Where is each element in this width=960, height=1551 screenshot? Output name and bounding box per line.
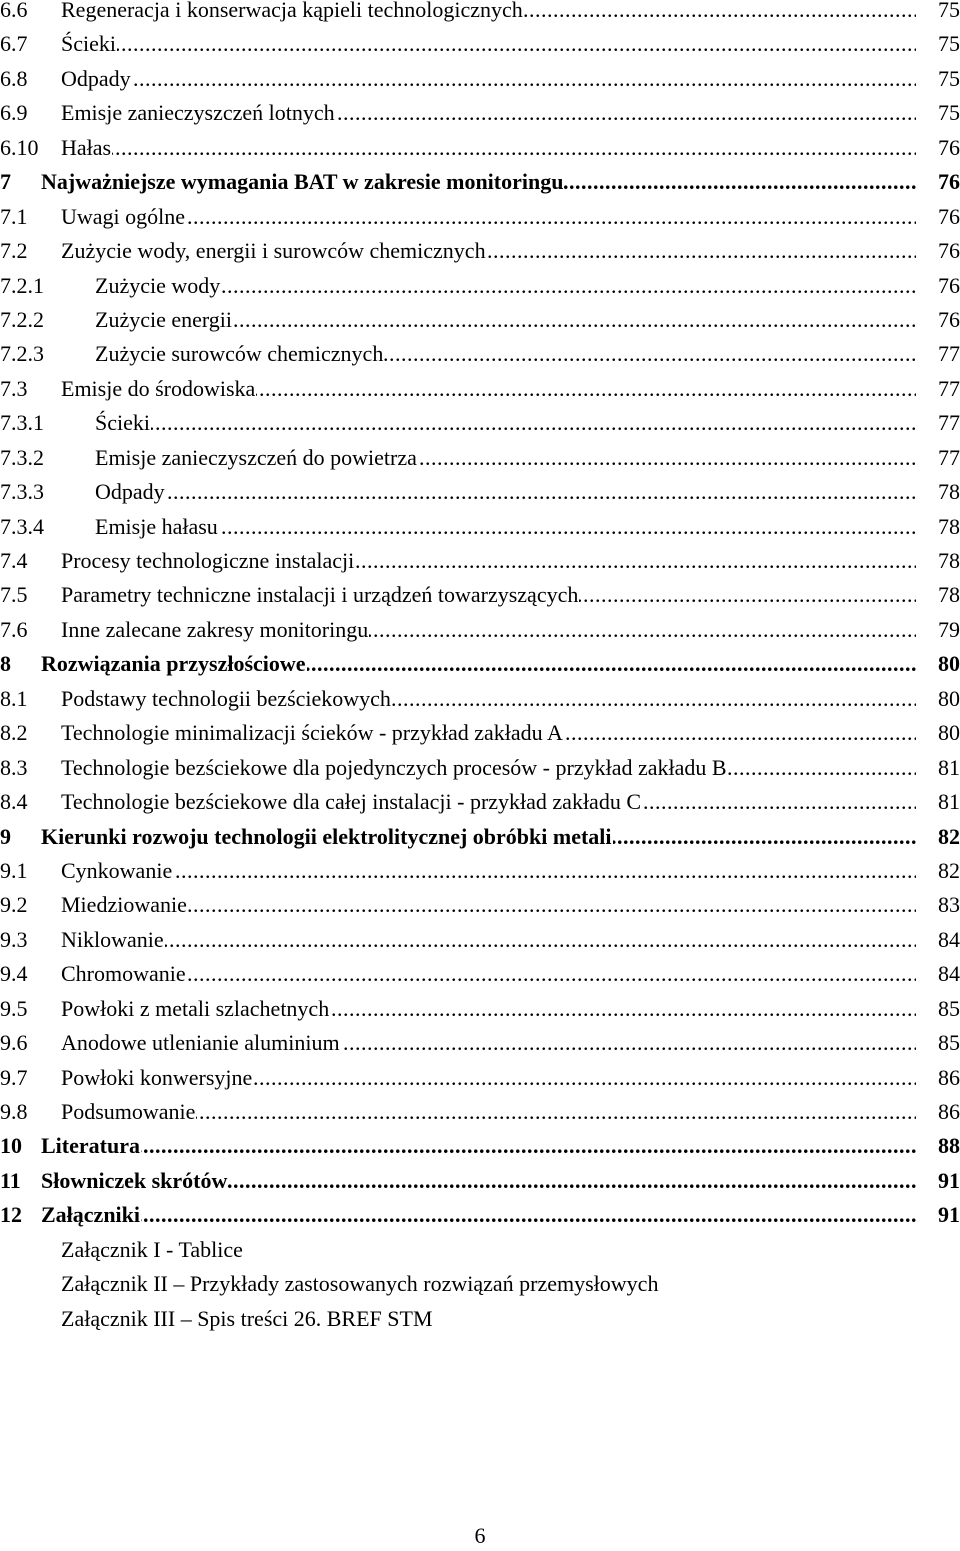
toc-entry-leader: [41, 820, 916, 854]
toc-entry-number: 9.5: [0, 995, 28, 1021]
toc-entry-title: Chromowanie: [61, 961, 186, 987]
toc-entry-page: 91: [938, 1202, 960, 1228]
toc-entry-page: 88: [938, 1133, 960, 1159]
toc-entry-number: 9.8: [0, 1099, 28, 1124]
toc-entry-leader: [41, 647, 916, 681]
toc-entry-title: Załączniki: [41, 1202, 141, 1228]
toc-entry-number: 7.3: [0, 375, 28, 401]
toc-entry-page: 77: [938, 444, 960, 470]
toc-entry-title: Odpady: [61, 65, 131, 91]
toc-entry-number: 7.3.2: [0, 444, 44, 470]
toc-entry-number: 10: [0, 1133, 22, 1159]
toc-section[interactable]: [0, 27, 960, 61]
toc-entry-title: Podstawy technologii bezściekowych: [61, 685, 391, 711]
toc-appendix[interactable]: [0, 1302, 960, 1336]
toc-entry-title: Podsumowanie: [61, 1099, 196, 1124]
toc-entry-leader: [61, 1061, 916, 1095]
toc-section[interactable]: [0, 785, 960, 819]
toc-entry-leader: [61, 716, 916, 750]
toc-entry-number: 7.4: [0, 548, 28, 573]
toc-subsection[interactable]: [0, 441, 960, 475]
toc-entry-number: 7.5: [0, 582, 28, 608]
toc-entry-page: 80: [938, 685, 960, 711]
toc-entry-leader: [41, 1198, 916, 1232]
toc-entry-leader: [95, 510, 916, 544]
toc-entry-page: 81: [938, 789, 960, 815]
toc-entry-page: 84: [938, 926, 960, 952]
toc-entry-title: Emisje hałasu: [95, 513, 218, 539]
toc-entry-page: 86: [938, 1064, 960, 1090]
toc-entry-page: 77: [938, 341, 960, 367]
toc-entry-leader: [95, 269, 916, 303]
toc-entry-leader: [61, 923, 916, 957]
toc-entry-title: Zużycie wody: [95, 272, 221, 298]
toc-entry-page: 76: [938, 306, 960, 332]
toc-entry-leader: [61, 372, 916, 406]
toc-entry-leader: [95, 337, 916, 371]
toc-entry-number: 7.3.1: [0, 410, 44, 436]
toc-section[interactable]: [0, 96, 960, 130]
toc-section[interactable]: [0, 62, 960, 96]
toc-entry-title: Technologie bezściekowe dla całej instalacji - przykład zakładu C: [61, 789, 641, 815]
toc-entry-leader: [61, 1095, 916, 1129]
toc-entry-page: 75: [938, 31, 960, 57]
toc-entry-page: 75: [938, 0, 960, 22]
toc-section[interactable]: [0, 751, 960, 785]
toc-appendix-title: Załącznik I - Tablice: [61, 1236, 243, 1262]
toc-entry-number: 7.3.4: [0, 513, 44, 539]
toc-entry-leader: [61, 96, 916, 130]
toc-section[interactable]: [0, 200, 960, 234]
toc-entry-number: 8.2: [0, 720, 28, 746]
toc-entry-title: Emisje zanieczyszczeń lotnych: [61, 100, 335, 126]
toc-entry-number: 6.6: [0, 0, 28, 22]
toc-entry-leader: [95, 475, 916, 509]
toc-section[interactable]: [0, 854, 960, 888]
toc-section[interactable]: [0, 1061, 960, 1095]
toc-entry-page: 75: [938, 65, 960, 91]
toc-appendix-title: Załącznik II – Przykłady zastosowanych rozwiązań przemysłowych: [61, 1271, 659, 1297]
toc-entry-leader: [61, 27, 916, 61]
toc-entry-title: Literatura: [41, 1133, 140, 1159]
toc-entry-number: 9.3: [0, 926, 28, 952]
toc-entry-page: 79: [938, 616, 960, 642]
toc-entry-title: Powłoki konwersyjne: [61, 1064, 253, 1090]
toc-entry-leader: [61, 234, 916, 268]
toc-entry-number: 9.4: [0, 961, 28, 987]
toc-appendix-title: Załącznik III – Spis treści 26. BREF STM: [61, 1305, 433, 1331]
toc-entry-title: Zużycie wody, energii i surowców chemicznych: [61, 238, 486, 264]
toc-entry-number: 7.2: [0, 238, 28, 264]
page-number: 6: [474, 1523, 486, 1548]
toc-entry-number: 7.6: [0, 616, 28, 642]
toc-entry-title: Miedziowanie: [61, 892, 187, 918]
toc-entry-number: 7.1: [0, 203, 28, 229]
toc-entry-number: 9.7: [0, 1064, 28, 1090]
toc-entry-number: 6.8: [0, 65, 28, 91]
toc-appendix[interactable]: [0, 1267, 960, 1301]
toc-section[interactable]: [0, 1095, 960, 1129]
toc-entry-page: 76: [938, 238, 960, 264]
toc-entry-leader: [95, 406, 916, 440]
toc-entry-page: 76: [938, 134, 960, 160]
toc-entry-title: Słowniczek skrótów: [41, 1167, 228, 1193]
toc-entry-number: 9: [0, 823, 11, 849]
toc-entry-page: 77: [938, 375, 960, 401]
toc-entry-leader: [61, 0, 916, 27]
toc-entry-page: 75: [938, 100, 960, 126]
toc-section[interactable]: [0, 992, 960, 1026]
toc-entry-page: 91: [938, 1167, 960, 1193]
toc-entry-leader: [61, 992, 916, 1026]
toc-subsection[interactable]: [0, 269, 960, 303]
toc-entry-title: Cynkowanie: [61, 857, 173, 883]
toc-entry-title: Emisje do środowiska: [61, 375, 256, 401]
toc-subsection[interactable]: [0, 406, 960, 440]
toc-entry-title: Zużycie energii: [95, 306, 233, 332]
toc-entry-leader: [61, 1026, 916, 1060]
toc-entry-leader: [61, 957, 916, 991]
toc-entry-leader: [61, 200, 916, 234]
toc-entry-title: Inne zalecane zakresy monitoringu: [61, 616, 369, 642]
toc-entry-title: Ścieki: [61, 31, 116, 57]
toc-entry-number: 6.7: [0, 31, 28, 57]
toc-entry-number: 11: [0, 1167, 21, 1193]
toc-entry-leader: [41, 1129, 916, 1163]
toc-entry-leader: [61, 854, 916, 888]
toc-entry-page: 80: [938, 720, 960, 746]
toc-entry-leader: [61, 751, 916, 785]
toc-entry-page: 76: [938, 203, 960, 229]
toc-section[interactable]: [0, 682, 960, 716]
toc-entry-leader: [95, 303, 916, 337]
toc-entry-page: 77: [938, 410, 960, 436]
toc-entry-title: Technologie bezściekowe dla pojedynczych procesów - przykład zakładu B: [61, 754, 727, 780]
toc-entry-number: 8.1: [0, 685, 28, 711]
toc-entry-title: Ścieki: [95, 410, 150, 436]
toc-entry-number: 7: [0, 169, 11, 195]
toc-entry-number: 8.3: [0, 754, 28, 780]
toc-entry-leader: [95, 441, 916, 475]
toc-entry-leader: [61, 578, 916, 612]
toc-section[interactable]: [0, 1026, 960, 1060]
toc-entry-leader: [61, 682, 916, 716]
toc-section[interactable]: [0, 131, 960, 165]
toc-entry-title: Niklowanie: [61, 926, 164, 952]
toc-section[interactable]: [0, 578, 960, 612]
toc-entry-number: 9.1: [0, 857, 28, 883]
toc-entry-page: 81: [938, 754, 960, 780]
toc-entry-page: 80: [938, 651, 960, 677]
toc-entry-title: Rozwiązania przyszłościowe: [41, 651, 306, 677]
toc-entry-leader: [41, 165, 916, 199]
toc-entry-leader: [61, 785, 916, 819]
toc-entry-number: 7.2.3: [0, 341, 44, 367]
toc-entry-title: Procesy technologiczne instalacji: [61, 548, 355, 573]
toc-entry-page: 78: [938, 582, 960, 608]
toc-section[interactable]: [0, 888, 960, 922]
toc-subsection[interactable]: [0, 303, 960, 337]
toc-chapter[interactable]: [0, 820, 960, 854]
toc-entry-page: 86: [938, 1099, 960, 1124]
toc-section[interactable]: [0, 957, 960, 991]
toc-entry-title: Emisje zanieczyszczeń do powietrza: [95, 444, 417, 470]
toc-entry-title: Najważniejsze wymagania BAT w zakresie monitoringu: [41, 169, 564, 195]
toc-entry-title: Parametry techniczne instalacji i urządzeń towarzyszących: [61, 582, 579, 608]
toc-entry-number: 7.2.2: [0, 306, 44, 332]
toc-entry-page: 83: [938, 892, 960, 918]
toc-entry-number: 7.3.3: [0, 479, 44, 505]
toc-entry-page: 84: [938, 961, 960, 987]
toc-entry-title: Zużycie surowców chemicznych: [95, 341, 384, 367]
toc-chapter[interactable]: [0, 1198, 960, 1232]
toc-entry-leader: [61, 544, 916, 578]
toc-entry-title: Odpady: [95, 479, 165, 505]
toc-entry-leader: [61, 613, 916, 647]
toc-entry-number: 8.4: [0, 789, 28, 815]
toc-entry-title: Anodowe utlenianie aluminium: [61, 1030, 340, 1056]
toc-chapter[interactable]: [0, 165, 960, 199]
toc-appendix[interactable]: [0, 1233, 960, 1267]
toc-entry-title: Hałas: [61, 134, 112, 160]
toc-entry-title: Uwagi ogólne: [61, 203, 186, 229]
toc-entry-number: 8: [0, 651, 11, 677]
toc-chapter[interactable]: [0, 647, 960, 681]
toc-section[interactable]: [0, 544, 960, 578]
toc-entry-title: Technologie minimalizacji ścieków - przykład zakładu A: [61, 720, 563, 746]
toc-entry-leader: [61, 131, 916, 165]
toc-entry-number: 7.2.1: [0, 272, 44, 298]
toc-entry-leader: [61, 62, 916, 96]
toc-entry-leader: [61, 888, 916, 922]
toc-entry-page: 85: [938, 1030, 960, 1056]
toc-entry-leader: [41, 1164, 916, 1198]
toc-chapter[interactable]: [0, 1129, 960, 1163]
toc-entry-page: 82: [938, 857, 960, 883]
toc-entry-page: 78: [938, 479, 960, 505]
toc-chapter[interactable]: [0, 1164, 960, 1198]
toc-entry-page: 76: [938, 169, 960, 195]
toc-section[interactable]: [0, 716, 960, 750]
toc-entry-page: 82: [938, 823, 960, 849]
toc-entry-page: 76: [938, 272, 960, 298]
toc-entry-number: 9.6: [0, 1030, 28, 1056]
toc-section[interactable]: [0, 0, 960, 27]
toc-entry-title: Powłoki z metali szlachetnych: [61, 995, 330, 1021]
toc-entry-number: 6.10: [0, 134, 39, 160]
toc-entry-page: 78: [938, 513, 960, 539]
toc-section[interactable]: [0, 234, 960, 268]
toc-section[interactable]: [0, 613, 960, 647]
toc-entry-number: 12: [0, 1202, 22, 1228]
toc-subsection[interactable]: [0, 510, 960, 544]
toc-section[interactable]: [0, 372, 960, 406]
toc-subsection[interactable]: [0, 475, 960, 509]
toc-section[interactable]: [0, 923, 960, 957]
toc-entry-title: Kierunki rozwoju technologii elektrolitycznej obróbki metali: [41, 823, 612, 849]
toc-entry-title: Regeneracja i konserwacja kąpieli technologicznych: [61, 0, 524, 22]
toc-entry-number: 9.2: [0, 892, 28, 918]
toc-entry-page: 85: [938, 995, 960, 1021]
toc-subsection[interactable]: [0, 337, 960, 371]
toc-entry-number: 6.9: [0, 100, 28, 126]
toc-entry-page: 78: [938, 548, 960, 573]
